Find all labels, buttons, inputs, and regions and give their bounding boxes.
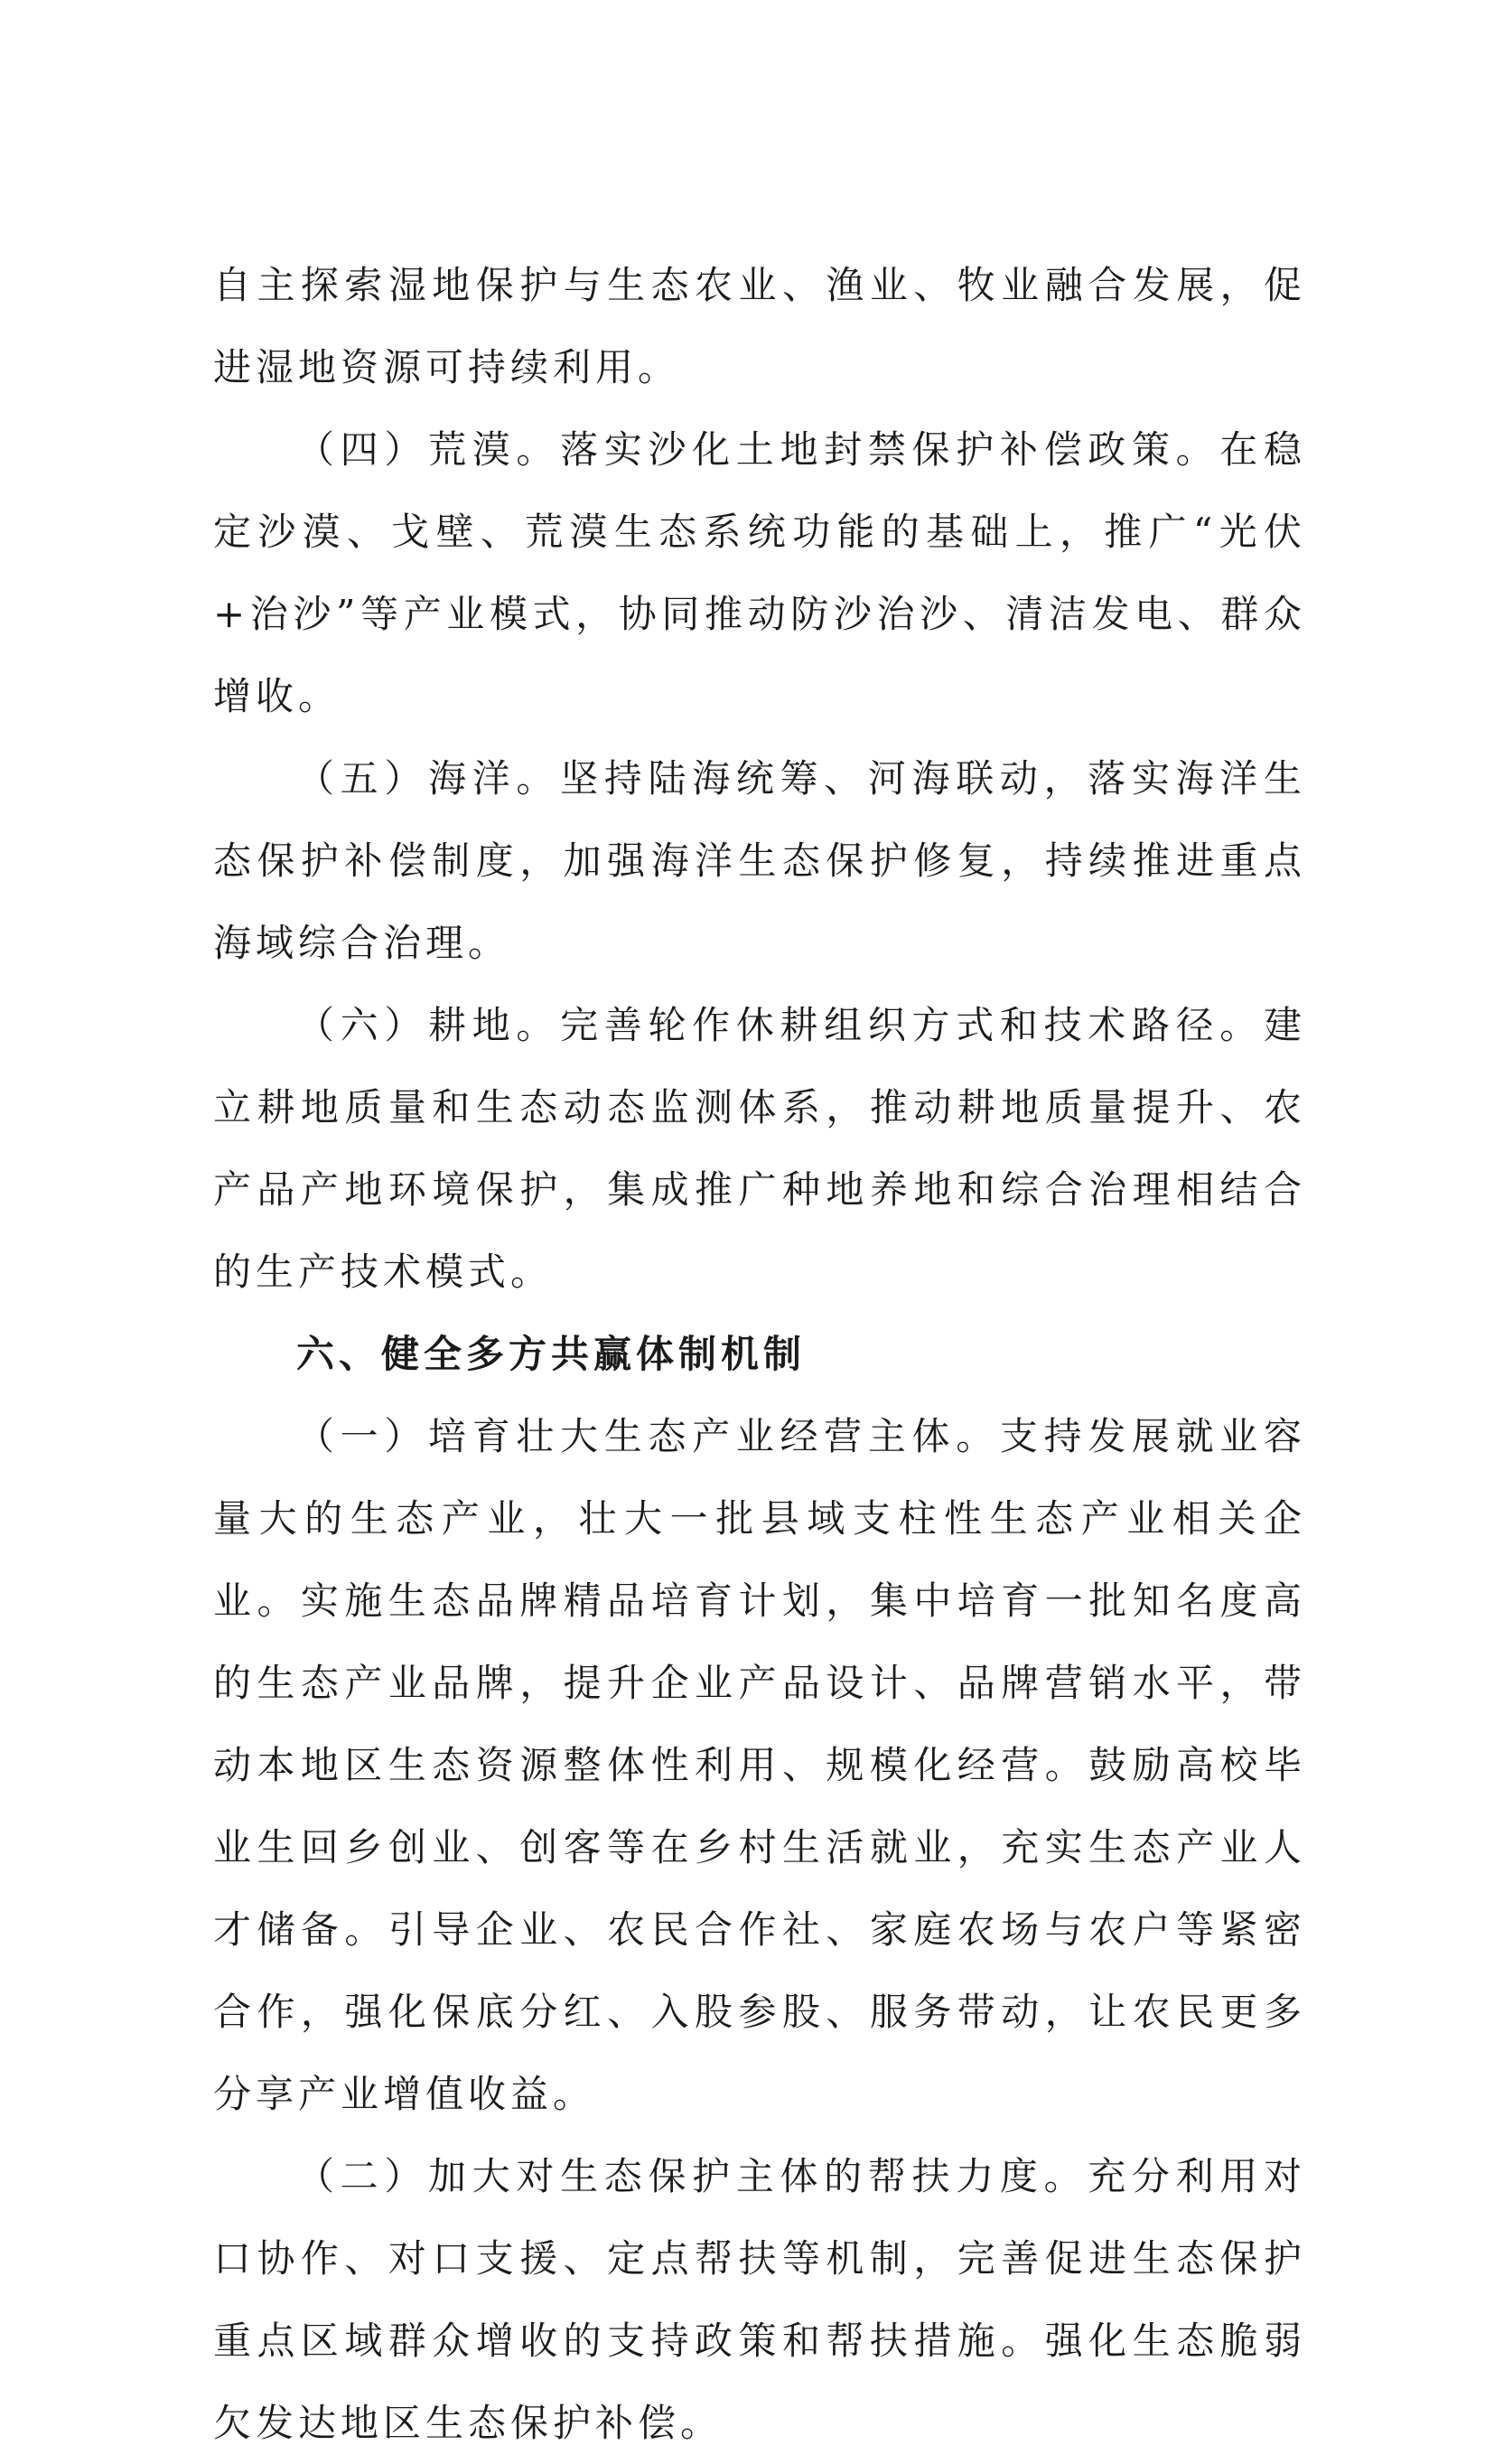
paragraph-lead: （一）培育壮大生态产业经营主体。: [296, 1414, 1000, 1458]
paragraph-wetland-continued: [213, 244, 1306, 408]
paragraph-desert: [213, 408, 1306, 737]
paragraph-text: 支持发展就业容量大的生态产业，壮大一批县域支柱性生态产业相关企业。实施生态品牌精品培育计划，集中培育一批知名度高的生态产业品牌，提升企业产品设计、品牌营销水平，带动本地区生态资源整体性利用、规模化经营。鼓励高校毕业生回乡创业、创客等在乡村生活就业，充实生态产业人才储备。引导企业、农民合作社、家庭农场与农户等紧密合作，强化保底分红、入股参股、服务带动，让农民更多分享产业增值收益。: [213, 1414, 1306, 2116]
paragraph-text: 落实沙化土地封禁保护补偿政策。在稳定沙漠、戈壁、荒漠生态系统功能的基础上，推广“光伏+治沙”等产业模式，协同推动防沙治沙、清洁发电、群众增收。: [213, 427, 1306, 718]
paragraph-assistance: [213, 2135, 1306, 2464]
paragraph-text: 自主探索湿地保护与生态农业、渔业、牧业融合发展，促进湿地资源可持续利用。: [213, 263, 1306, 389]
paragraph-text: 充分利用对口协作、对口支援、定点帮扶等机制，完善促进生态保护重点区域群众增收的支持政策和帮扶措施。强化生态脆弱欠发达地区生态保护补偿。: [213, 2154, 1306, 2445]
paragraph-ocean: [213, 737, 1306, 984]
section-heading: 六、健全多方共赢体制机制: [296, 1332, 807, 1376]
paragraph-text: 完善轮作休耕组织方式和技术路径。建立耕地质量和生态动态监测体系，推动耕地质量提升、农产品产地环境保护，集成推广种地养地和综合治理相结合的生产技术模式。: [213, 1003, 1306, 1294]
paragraph-lead: （二）加大对生态保护主体的帮扶力度。: [296, 2154, 1088, 2198]
paragraph-lead: （五）海洋。: [296, 756, 561, 801]
paragraph-farmland: [213, 984, 1306, 1313]
paragraph-ecological-industry: [213, 1395, 1306, 2135]
document-page: [213, 244, 1306, 2464]
paragraph-lead: （六）耕地。: [296, 1003, 561, 1047]
paragraph-text: 坚持陆海统筹、河海联动，落实海洋生态保护补偿制度，加强海洋生态保护修复，持续推进重点海域综合治理。: [213, 756, 1306, 965]
paragraph-lead: （四）荒漠。: [296, 427, 561, 472]
